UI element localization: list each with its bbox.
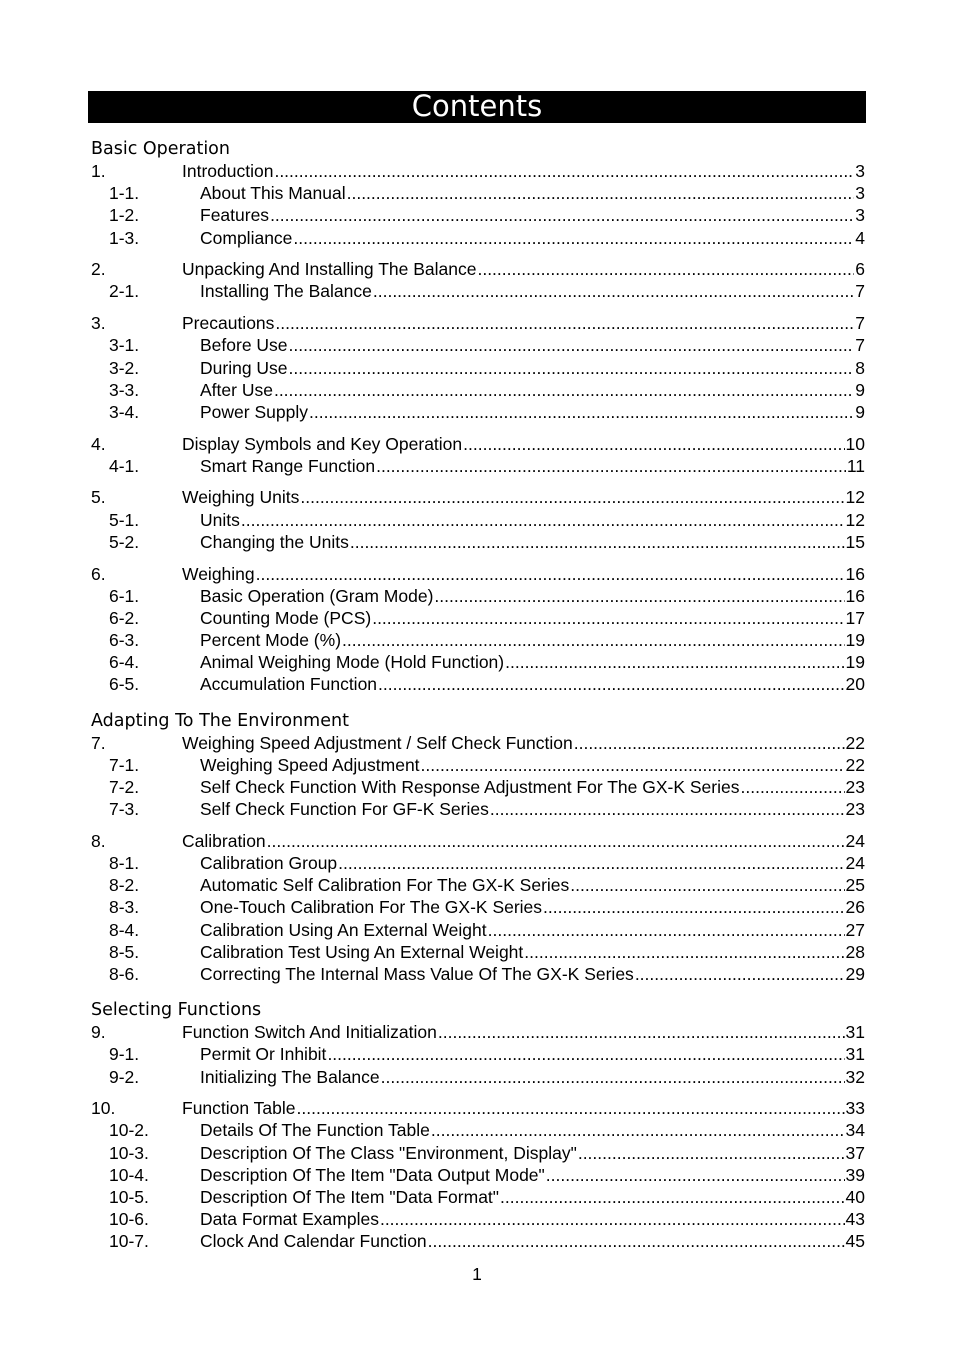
entry-number: 3-2.	[109, 357, 140, 378]
dot-leader	[267, 830, 845, 852]
entry-line	[200, 1043, 865, 1065]
toc-chapter-entry[interactable]	[91, 486, 865, 508]
entry-page-number: 40	[845, 1187, 865, 1207]
toc-subsection-entry[interactable]	[91, 204, 865, 226]
entry-number: 5-2.	[109, 531, 140, 552]
entry-title: Compliance	[200, 227, 293, 248]
entry-page-number: 4	[855, 227, 865, 248]
entry-line	[200, 509, 865, 531]
entry-page-number: 11	[846, 455, 865, 476]
dot-leader	[256, 563, 845, 585]
entry-number: 8.	[91, 830, 106, 851]
entry-title: Self Check Function For GF-K Series	[200, 799, 489, 820]
entry-title: Description Of The Item "Data Output Mode"	[200, 1164, 545, 1185]
entry-line	[200, 455, 865, 477]
entry-line	[200, 919, 865, 941]
table-of-contents	[91, 138, 865, 1253]
entry-line	[182, 486, 865, 508]
entry-line	[200, 941, 865, 963]
entry-line	[200, 585, 865, 607]
entry-number: 5-1.	[109, 509, 140, 530]
entry-title: Installing The Balance	[200, 281, 372, 302]
toc-subsection-entry[interactable]	[91, 673, 865, 695]
entry-line	[182, 830, 865, 852]
entry-page-number: 26	[845, 897, 865, 918]
toc-subsection-entry[interactable]	[91, 919, 865, 941]
entry-number: 1-2.	[109, 205, 140, 226]
entry-page-number: 9	[855, 401, 865, 422]
entry-number: 7-2.	[109, 777, 140, 797]
toc-subsection-entry[interactable]	[91, 1066, 865, 1088]
entry-number: 1.	[91, 161, 106, 181]
entry-title: Power Supply	[200, 401, 308, 422]
dot-leader	[289, 334, 855, 356]
entry-page-number: 8	[855, 357, 865, 378]
dot-leader	[570, 874, 844, 896]
entry-title: Function Switch And Initialization	[182, 1022, 437, 1043]
entry-number: 10-7.	[109, 1231, 149, 1252]
toc-subsection-entry[interactable]	[91, 607, 865, 629]
entry-number: 6-1.	[109, 585, 140, 606]
dot-leader	[524, 941, 844, 963]
dot-leader	[421, 754, 845, 776]
entry-title: Before Use	[200, 335, 288, 356]
entry-page-number: 15	[845, 531, 865, 552]
toc-chapter-entry[interactable]	[91, 258, 865, 280]
dot-leader	[241, 509, 845, 531]
entry-title: Calibration Using An External Weight	[200, 919, 487, 940]
entry-line	[182, 258, 865, 280]
entry-title: Function Table	[182, 1098, 296, 1119]
entry-line	[200, 334, 865, 356]
entry-title: Unpacking And Installing The Balance	[182, 259, 477, 280]
page-number: 1	[472, 1264, 482, 1284]
entry-number: 7.	[91, 732, 106, 753]
dot-leader	[274, 160, 854, 182]
entry-number: 6.	[91, 563, 106, 584]
entry-number: 8-1.	[109, 853, 140, 874]
dot-leader	[293, 227, 854, 249]
section-heading: Basic Operation	[91, 139, 230, 159]
dot-leader	[488, 919, 845, 941]
toc-subsection-entry[interactable]	[91, 1142, 865, 1164]
dot-leader	[546, 1164, 845, 1186]
group-spacer	[91, 249, 865, 259]
toc-subsection-entry[interactable]	[91, 509, 865, 531]
entry-number: 1-3.	[109, 227, 140, 248]
toc-subsection-entry[interactable]	[91, 401, 865, 423]
entry-title: Clock And Calendar Function	[200, 1231, 427, 1252]
dot-leader	[741, 776, 845, 798]
toc-chapter-entry[interactable]	[91, 433, 865, 455]
entry-title: Display Symbols and Key Operation	[182, 433, 463, 454]
entry-number: 5.	[91, 487, 106, 508]
group-spacer	[91, 423, 865, 433]
dot-leader	[434, 585, 844, 607]
entry-title: Weighing Speed Adjustment	[200, 754, 420, 775]
entry-page-number: 28	[845, 941, 865, 962]
entry-number: 8-4.	[109, 919, 140, 940]
entry-title: Counting Mode (PCS)	[200, 607, 372, 628]
entry-number: 6-3.	[109, 630, 140, 651]
toc-chapter-entry[interactable]	[91, 160, 865, 182]
entry-number: 9.	[91, 1022, 106, 1043]
entry-number: 10-2.	[109, 1120, 149, 1141]
entry-page-number: 25	[845, 875, 865, 896]
entry-line	[200, 798, 865, 820]
entry-page-number: 3	[855, 205, 865, 226]
entry-page-number: 34	[845, 1120, 865, 1141]
entry-line	[182, 160, 865, 182]
toc-subsection-entry[interactable]	[91, 852, 865, 874]
entry-title: Initializing The Balance	[200, 1066, 380, 1087]
entry-number: 4-1.	[109, 455, 140, 476]
entry-title: Automatic Self Calibration For The GX-K Series	[200, 875, 570, 896]
entry-line	[200, 963, 865, 985]
entry-page-number: 16	[845, 585, 865, 606]
entry-line	[200, 1208, 865, 1230]
entry-title: Calibration	[182, 830, 266, 851]
entry-page-number: 31	[845, 1044, 865, 1065]
entry-title: Calibration Test Using An External Weight	[200, 941, 524, 962]
entry-line	[200, 754, 865, 776]
toc-subsection-entry[interactable]	[91, 1208, 865, 1230]
dot-leader	[463, 433, 844, 455]
entry-line	[182, 433, 865, 455]
entry-page-number: 12	[845, 487, 865, 508]
dot-leader	[428, 1230, 845, 1252]
toc-subsection-entry[interactable]	[91, 629, 865, 651]
toc-subsection-entry[interactable]	[91, 651, 865, 673]
entry-page-number: 37	[845, 1142, 865, 1163]
toc-subsection-entry[interactable]	[91, 182, 865, 204]
entry-number: 7-3.	[109, 799, 140, 820]
entry-number: 3-4.	[109, 401, 140, 422]
entry-page-number: 9	[855, 379, 865, 400]
entry-page-number: 24	[845, 830, 865, 851]
dot-leader	[274, 379, 854, 401]
toc-subsection-entry[interactable]	[91, 455, 865, 477]
toc-subsection-entry[interactable]	[91, 334, 865, 356]
entry-line	[182, 563, 865, 585]
dot-leader	[578, 1142, 845, 1164]
dot-leader	[378, 673, 844, 695]
toc-subsection-entry[interactable]	[91, 1230, 865, 1252]
entry-line	[200, 651, 865, 673]
entry-title: Smart Range Function	[200, 455, 376, 476]
entry-line	[200, 401, 865, 423]
dot-leader	[381, 1066, 845, 1088]
toc-chapter-entry[interactable]	[91, 1097, 865, 1119]
group-spacer	[91, 553, 865, 563]
entry-title: Changing the Units	[200, 531, 349, 552]
entry-title: Calibration Group	[200, 853, 338, 874]
entry-number: 3.	[91, 313, 106, 334]
dot-leader	[275, 312, 854, 334]
entry-line	[200, 227, 865, 249]
toc-chapter-entry[interactable]	[91, 1021, 865, 1043]
toc-subsection-entry[interactable]	[91, 963, 865, 985]
entry-title: Description Of The Class "Environment, Display"	[200, 1142, 577, 1163]
toc-subsection-entry[interactable]	[91, 227, 865, 249]
dot-leader	[380, 1208, 845, 1230]
entry-page-number: 7	[855, 313, 865, 334]
entry-line	[200, 874, 865, 896]
entry-title: Self Check Function With Response Adjustment For The GX-K Series	[200, 777, 740, 797]
entry-page-number: 7	[855, 335, 865, 356]
entry-title: Introduction	[182, 161, 274, 181]
section-heading: Selecting Functions	[91, 1000, 262, 1021]
toc-subsection-entry[interactable]	[91, 379, 865, 401]
entry-number: 6-4.	[109, 652, 140, 673]
entry-title: About This Manual	[200, 183, 346, 204]
dot-leader	[490, 798, 845, 820]
entry-title: Percent Mode (%)	[200, 630, 342, 651]
entry-line	[200, 673, 865, 695]
entry-title: After Use	[200, 379, 273, 400]
entry-page-number: 12	[845, 509, 865, 530]
entry-number: 10-3.	[109, 1142, 149, 1163]
entry-line	[182, 1021, 865, 1043]
section-heading: Adapting To The Environment	[91, 710, 349, 731]
entry-number: 8-2.	[109, 875, 140, 896]
entry-page-number: 32	[845, 1066, 865, 1087]
entry-title: Description Of The Item "Data Format"	[200, 1187, 500, 1207]
entry-page-number: 22	[845, 732, 865, 753]
entry-page-number: 33	[845, 1098, 865, 1119]
entry-title: Weighing	[182, 563, 255, 584]
entry-title: Data Format Examples	[200, 1209, 379, 1230]
entry-line	[200, 1186, 865, 1208]
dot-leader	[574, 732, 845, 754]
entry-page-number: 39	[845, 1164, 865, 1185]
entry-page-number: 10	[845, 433, 865, 454]
toc-subsection-entry[interactable]	[91, 896, 865, 918]
entry-line	[182, 732, 865, 754]
dot-leader	[350, 531, 845, 553]
entry-line	[200, 852, 865, 874]
entry-line	[200, 1142, 865, 1164]
entry-number: 10.	[91, 1098, 116, 1119]
entry-number: 10-5.	[109, 1187, 149, 1207]
dot-leader	[347, 182, 855, 204]
toc-subsection-entry[interactable]	[91, 1186, 865, 1208]
entry-page-number: 19	[845, 652, 865, 673]
toc-subsection-entry[interactable]	[91, 941, 865, 963]
dot-leader	[338, 852, 844, 874]
entry-title: Weighing Units	[182, 487, 300, 508]
toc-subsection-entry[interactable]	[91, 357, 865, 379]
entry-line	[200, 1119, 865, 1141]
entry-page-number: 17	[845, 607, 865, 628]
toc-subsection-entry[interactable]	[91, 1119, 865, 1141]
entry-number: 4.	[91, 433, 106, 454]
entry-line	[200, 629, 865, 651]
entry-number: 8-3.	[109, 897, 140, 918]
toc-chapter-entry[interactable]	[91, 732, 865, 754]
entry-number: 2.	[91, 259, 106, 280]
entry-title: During Use	[200, 357, 288, 378]
toc-chapter-entry[interactable]	[91, 830, 865, 852]
entry-page-number: 7	[855, 281, 865, 302]
entry-line	[200, 607, 865, 629]
dot-leader	[270, 204, 854, 226]
entry-title: Details Of The Function Table	[200, 1120, 430, 1141]
entry-number: 6-5.	[109, 674, 140, 695]
entry-page-number: 3	[855, 183, 865, 204]
entry-line	[200, 357, 865, 379]
entry-page-number: 19	[845, 630, 865, 651]
entry-number: 8-6.	[109, 964, 140, 984]
entry-number: 9-2.	[109, 1066, 140, 1087]
page-title: Contents	[88, 91, 866, 123]
entry-title: Basic Operation (Gram Mode)	[200, 585, 434, 606]
entry-page-number: 23	[845, 799, 865, 820]
entry-number: 2-1.	[109, 281, 140, 302]
dot-leader	[300, 486, 844, 508]
toc-subsection-entry[interactable]	[91, 754, 865, 776]
entry-number: 3-1.	[109, 335, 140, 356]
group-spacer	[91, 820, 865, 830]
entry-title: Units	[200, 509, 240, 530]
entry-page-number: 27	[845, 919, 865, 940]
dot-leader	[438, 1021, 845, 1043]
entry-page-number: 29	[845, 964, 865, 984]
entry-page-number: 45	[845, 1231, 865, 1252]
entry-line	[200, 379, 865, 401]
entry-page-number: 24	[845, 853, 865, 874]
entry-page-number: 3	[855, 161, 865, 181]
entry-line	[200, 1164, 865, 1186]
dot-leader	[297, 1097, 845, 1119]
entry-title: Correcting The Internal Mass Value Of The GX-K Series	[200, 964, 634, 984]
entry-line	[200, 204, 865, 226]
dot-leader	[376, 455, 846, 477]
entry-number: 6-2.	[109, 607, 140, 628]
toc-subsection-entry[interactable]	[91, 776, 865, 798]
dot-leader	[477, 258, 854, 280]
entry-line	[200, 182, 865, 204]
dot-leader	[309, 401, 854, 423]
toc-subsection-entry[interactable]	[91, 874, 865, 896]
entry-line	[200, 776, 865, 798]
entry-page-number: 20	[845, 674, 865, 695]
toc-subsection-entry[interactable]	[91, 280, 865, 302]
entry-line	[200, 280, 865, 302]
entry-title: Accumulation Function	[200, 674, 378, 695]
dot-leader	[500, 1186, 845, 1208]
entry-number: 8-5.	[109, 941, 140, 962]
toc-subsection-entry[interactable]	[91, 1043, 865, 1065]
entry-page-number: 22	[845, 754, 865, 775]
entry-number: 7-1.	[109, 754, 140, 775]
entry-line	[200, 531, 865, 553]
entry-page-number: 31	[845, 1022, 865, 1043]
entry-page-number: 43	[845, 1209, 865, 1230]
entry-line	[200, 1230, 865, 1252]
entry-number: 1-1.	[109, 183, 140, 204]
entry-number: 10-4.	[109, 1164, 149, 1185]
dot-leader	[372, 607, 844, 629]
dot-leader	[373, 280, 854, 302]
entry-title: Weighing Speed Adjustment / Self Check Function	[182, 732, 573, 753]
dot-leader	[635, 963, 845, 985]
group-spacer	[91, 477, 865, 487]
entry-title: Permit Or Inhibit	[200, 1044, 327, 1065]
entry-number: 3-3.	[109, 379, 140, 400]
dot-leader	[342, 629, 845, 651]
group-spacer	[91, 303, 865, 313]
entry-title: One-Touch Calibration For The GX-K Series	[200, 897, 543, 918]
entry-line	[200, 1066, 865, 1088]
toc-subsection-entry[interactable]	[91, 798, 865, 820]
entry-title: Animal Weighing Mode (Hold Function)	[200, 652, 505, 673]
toc-subsection-entry[interactable]	[91, 585, 865, 607]
dot-leader	[505, 651, 844, 673]
entry-number: 9-1.	[109, 1044, 140, 1065]
entry-line	[182, 312, 865, 334]
entry-page-number: 23	[845, 777, 865, 797]
entry-page-number: 16	[845, 563, 865, 584]
dot-leader	[431, 1119, 845, 1141]
entry-page-number: 6	[855, 259, 865, 280]
dot-leader	[289, 357, 855, 379]
toc-chapter-entry[interactable]	[91, 563, 865, 585]
entry-title: Features	[200, 205, 270, 226]
toc-subsection-entry[interactable]	[91, 531, 865, 553]
dot-leader	[543, 896, 844, 918]
toc-subsection-entry[interactable]	[91, 1164, 865, 1186]
group-spacer	[91, 1088, 865, 1098]
dot-leader	[327, 1043, 844, 1065]
entry-number: 10-6.	[109, 1209, 149, 1230]
toc-chapter-entry[interactable]	[91, 312, 865, 334]
entry-line	[200, 896, 865, 918]
entry-line	[182, 1097, 865, 1119]
entry-title: Precautions	[182, 313, 275, 334]
